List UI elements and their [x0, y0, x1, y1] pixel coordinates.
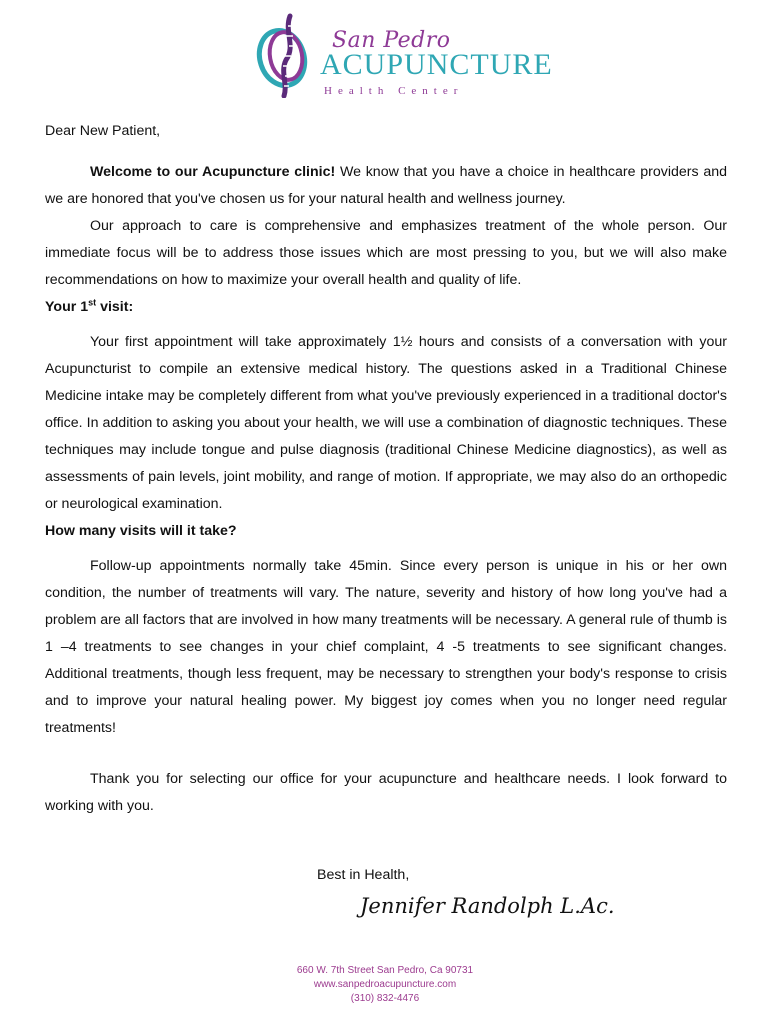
clinic-logo	[256, 12, 553, 98]
greeting: Dear New Patient,	[45, 123, 161, 139]
approach-paragraph: Our approach to care is comprehensive and emphasizes treatment of the whole person. Our immediate focus will be to address those issues which are most pressing to you, but we will also make recommendations on how to maximize your overall health and quality of life.	[45, 218, 727, 288]
footer-website[interactable]: www.sanpedroacupuncture.com	[313, 979, 457, 990]
intro-bold: Welcome to our Acupuncture clinic!	[90, 164, 336, 180]
visit-paragraph: Your first appointment will take approximately 1½ hours and consists of a conversation with your Acupuncturist to compile an extensive medical history. The questions asked in a Traditional Chinese Medicine intake may be completely different from what you've previously experienced in a traditional doctor's office. In addition to asking you about your health, we will use a combination of diagnostic techniques. These techniques may include tongue and pulse diagnosis (traditional Chinese Medicine diagnostics), as well as assessments of pain levels, joint mobility, and range of motion. If appropriate, we may also do an orthopedic or neurological examination.	[45, 334, 727, 512]
visits-heading: How many visits will it take?	[45, 523, 237, 539]
closing: Best in Health,	[317, 867, 410, 883]
letter-body	[45, 118, 727, 820]
visit-heading-post: visit:	[96, 299, 134, 315]
footer-phone: (310) 832-4476	[350, 993, 420, 1004]
thanks-paragraph: Thank you for selecting our office for your acupuncture and healthcare needs. I look forward to working with you.	[45, 771, 727, 814]
logo-main-text: ACUPUNCTURE	[320, 48, 553, 81]
visits-paragraph: Follow-up appointments normally take 45min. Since every person is unique in his or her own condition, the number of treatments will vary. The nature, severity and history of how long you've had a problem are all factors that are involved in how many treatments will be necessary. A general rule of thumb is 1 –4 treatments to see changes in your chief complaint, 4 -5 treatments to see significant changes. Additional treatments, though less frequent, may be necessary to strengthen your body's response to crisis and to improve your natural healing power. My biggest joy comes when you no longer need regular treatments!	[45, 558, 727, 736]
logo-sub-text: Health Center	[324, 85, 464, 97]
logo-script-text: San Pedro	[332, 28, 451, 53]
visit-heading-pre: Your 1	[45, 299, 89, 315]
footer	[0, 964, 770, 1006]
footer-address: 660 W. 7th Street San Pedro, Ca 90731	[296, 965, 474, 976]
spine-swirl-icon	[256, 12, 320, 98]
visit-heading-sup: st	[88, 297, 97, 308]
intro-paragraph	[45, 159, 727, 213]
signature: Jennifer Randolph L.Ac.	[360, 894, 615, 918]
intro-text: We know that you have a choice in healthcare providers and we are honored that you've chosen us for your natural health and wellness journey.	[45, 164, 727, 207]
visit-heading	[45, 294, 727, 321]
